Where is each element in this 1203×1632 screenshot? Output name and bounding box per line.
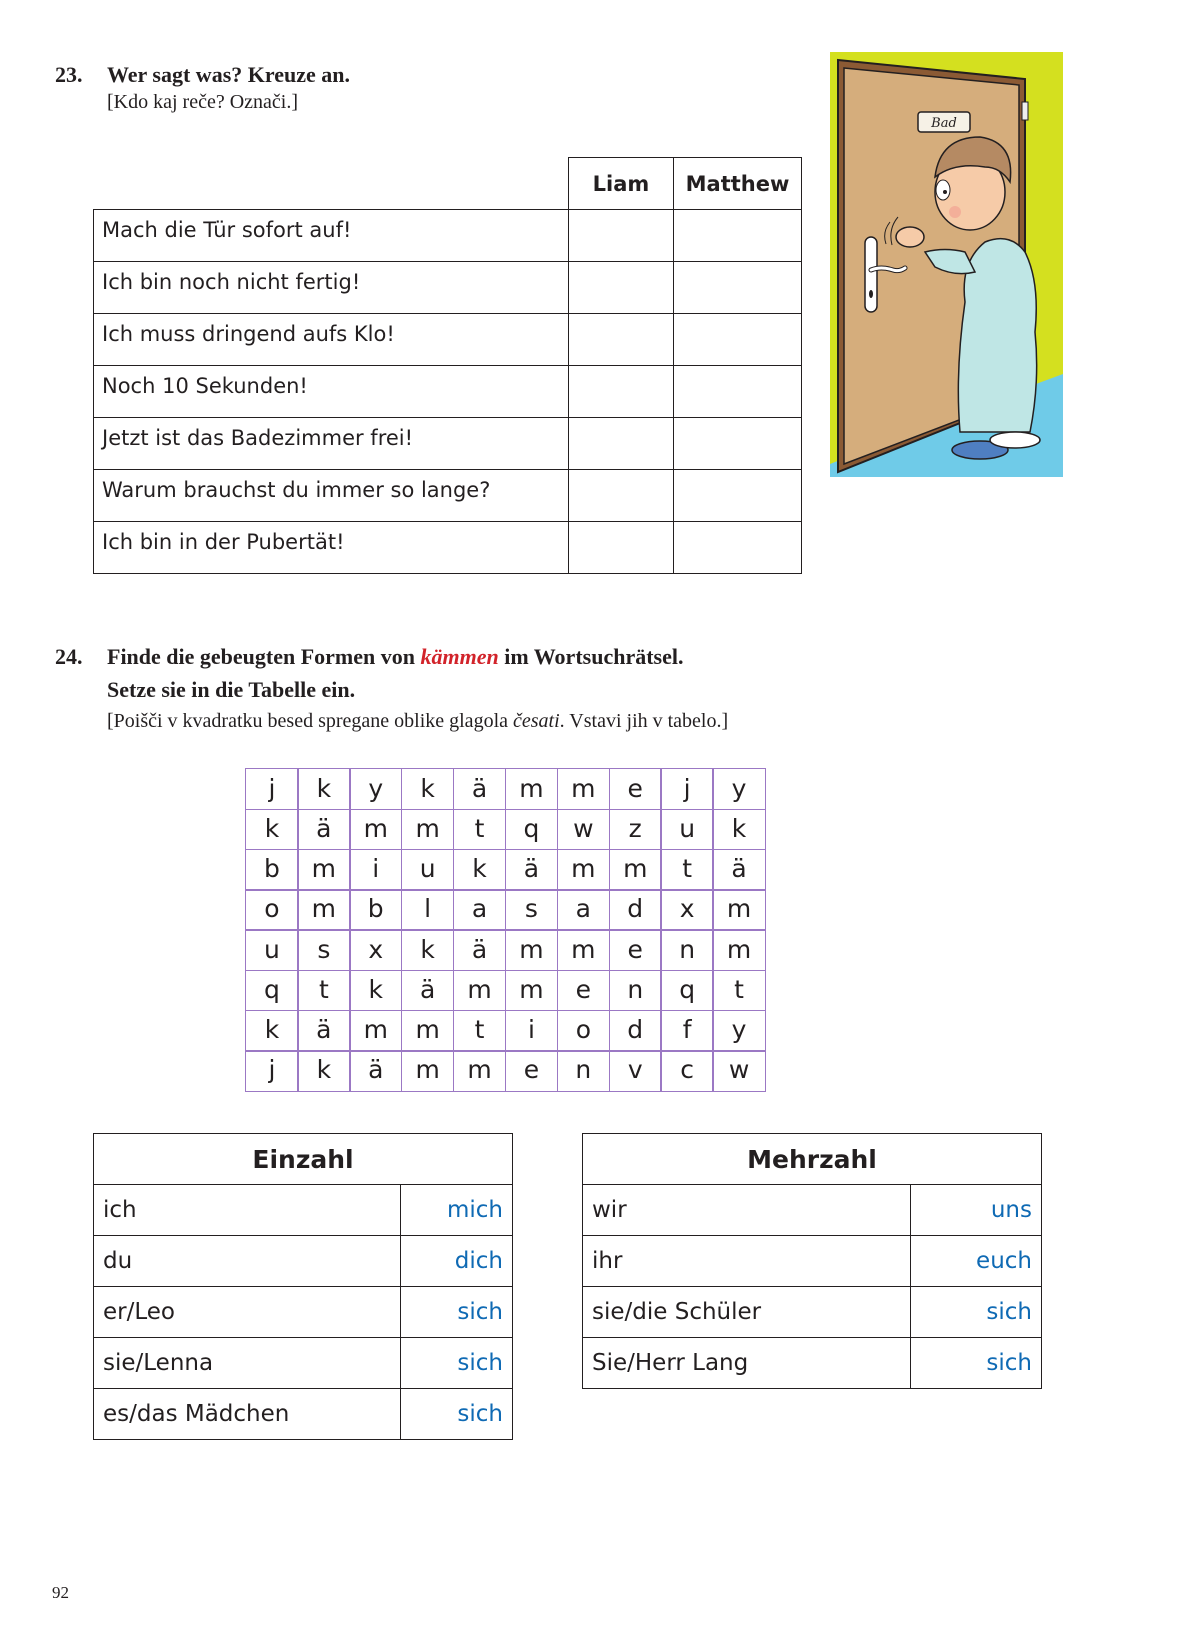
word-search-grid: [245, 768, 766, 1092]
pronoun-cell: ich: [94, 1185, 401, 1236]
table-header-row: [94, 158, 802, 210]
column-header-matthew: Matthew: [674, 158, 802, 210]
statement-cell: Jetzt ist das Badezimmer frei!: [94, 418, 569, 470]
grid-letter-cell[interactable]: m: [505, 929, 558, 971]
grid-letter-cell[interactable]: ä: [401, 970, 454, 1012]
reflexive-answer-cell[interactable]: dich: [400, 1236, 512, 1287]
pronoun-cell: sie/die Schüler: [583, 1287, 911, 1338]
table-row: [94, 262, 802, 314]
grid-letter-cell[interactable]: l: [401, 889, 454, 931]
liam-checkbox-cell[interactable]: [569, 366, 674, 418]
grid-letter-cell[interactable]: j: [245, 1050, 298, 1092]
grid-letter-cell[interactable]: d: [609, 1010, 662, 1052]
grid-letter-cell[interactable]: m: [557, 849, 610, 891]
grid-letter-cell[interactable]: m: [401, 1010, 454, 1052]
matthew-checkbox-cell[interactable]: [674, 262, 802, 314]
svg-text:Bad: Bad: [931, 116, 957, 131]
grid-letter-cell[interactable]: ä: [349, 1050, 402, 1092]
liam-checkbox-cell[interactable]: [569, 314, 674, 366]
grid-letter-cell[interactable]: u: [245, 929, 298, 971]
grid-letter-cell[interactable]: k: [245, 809, 298, 851]
liam-checkbox-cell[interactable]: [569, 418, 674, 470]
table-row: [583, 1287, 1042, 1338]
grid-letter-cell[interactable]: b: [245, 849, 298, 891]
grid-letter-cell[interactable]: ä: [453, 768, 506, 810]
mehrzahl-table: [582, 1133, 1042, 1389]
grid-letter-cell[interactable]: k: [401, 929, 454, 971]
grid-letter-cell[interactable]: m: [401, 1050, 454, 1092]
table-row: [94, 470, 802, 522]
einzahl-table: [93, 1133, 513, 1440]
pronoun-cell: es/das Mädchen: [94, 1389, 401, 1440]
grid-letter-cell[interactable]: t: [297, 970, 350, 1012]
grid-letter-cell[interactable]: ä: [712, 849, 765, 891]
reflexive-answer-cell[interactable]: mich: [400, 1185, 512, 1236]
einzahl-header: Einzahl: [94, 1134, 513, 1185]
grid-letter-cell[interactable]: q: [505, 809, 558, 851]
table-row: [94, 1236, 513, 1287]
reflexive-answer-cell[interactable]: sich: [911, 1338, 1042, 1389]
statement-cell: Ich bin in der Pubertät!: [94, 522, 569, 574]
grid-letter-cell[interactable]: n: [557, 1050, 610, 1092]
grid-letter-cell[interactable]: u: [401, 849, 454, 891]
matthew-checkbox-cell[interactable]: [674, 418, 802, 470]
exercise-number: 23.: [55, 62, 83, 87]
table-row: [583, 1338, 1042, 1389]
pronoun-cell: du: [94, 1236, 401, 1287]
grid-letter-cell[interactable]: j: [245, 768, 298, 810]
grid-letter-cell[interactable]: m: [453, 1050, 506, 1092]
grid-letter-cell[interactable]: w: [712, 1050, 765, 1092]
grid-letter-cell[interactable]: z: [609, 809, 662, 851]
grid-letter-cell[interactable]: m: [557, 929, 610, 971]
grid-letter-cell[interactable]: s: [297, 929, 350, 971]
grid-letter-cell[interactable]: e: [557, 970, 610, 1012]
table-row: [94, 1338, 513, 1389]
grid-letter-cell[interactable]: w: [557, 809, 610, 851]
table-row: [94, 210, 802, 262]
grid-letter-cell[interactable]: m: [297, 849, 350, 891]
table-row: [94, 366, 802, 418]
grid-letter-cell[interactable]: q: [245, 970, 298, 1012]
grid-letter-cell[interactable]: d: [609, 889, 662, 931]
grid-letter-cell[interactable]: ä: [297, 809, 350, 851]
grid-letter-cell[interactable]: k: [712, 809, 765, 851]
liam-checkbox-cell[interactable]: [569, 522, 674, 574]
grid-letter-cell[interactable]: b: [349, 889, 402, 931]
grid-letter-cell[interactable]: m: [349, 1010, 402, 1052]
grid-letter-cell[interactable]: i: [505, 1010, 558, 1052]
reflexive-answer-cell[interactable]: sich: [400, 1389, 512, 1440]
grid-letter-cell[interactable]: t: [712, 970, 765, 1012]
statement-cell: Mach die Tür sofort auf!: [94, 210, 569, 262]
matthew-checkbox-cell[interactable]: [674, 314, 802, 366]
grid-letter-cell[interactable]: m: [712, 889, 765, 931]
grid-letter-cell[interactable]: m: [505, 768, 558, 810]
pronoun-cell: Sie/Herr Lang: [583, 1338, 911, 1389]
reflexive-answer-cell[interactable]: sich: [400, 1338, 512, 1389]
grid-letter-cell[interactable]: k: [297, 1050, 350, 1092]
grid-letter-cell[interactable]: y: [712, 1010, 765, 1052]
statement-cell: Ich muss dringend aufs Klo!: [94, 314, 569, 366]
grid-letter-cell[interactable]: i: [349, 849, 402, 891]
grid-letter-cell[interactable]: x: [349, 929, 402, 971]
reflexive-answer-cell[interactable]: sich: [911, 1287, 1042, 1338]
table-row: [94, 522, 802, 574]
grid-letter-cell[interactable]: e: [505, 1050, 558, 1092]
page-number: 92: [52, 1583, 69, 1602]
table-row: [94, 418, 802, 470]
grid-letter-cell[interactable]: e: [609, 768, 662, 810]
grid-letter-cell[interactable]: k: [401, 768, 454, 810]
grid-letter-cell[interactable]: y: [712, 768, 765, 810]
grid-letter-cell[interactable]: s: [505, 889, 558, 931]
exercise-23-heading: [55, 58, 350, 117]
who-says-what-table: [93, 157, 802, 574]
grid-letter-cell[interactable]: m: [349, 809, 402, 851]
matthew-checkbox-cell[interactable]: [674, 210, 802, 262]
grid-letter-cell[interactable]: m: [712, 929, 765, 971]
grid-letter-cell[interactable]: e: [609, 929, 662, 971]
grid-letter-cell[interactable]: f: [660, 1010, 713, 1052]
grid-letter-cell[interactable]: j: [660, 768, 713, 810]
matthew-checkbox-cell[interactable]: [674, 522, 802, 574]
grid-letter-cell[interactable]: k: [453, 849, 506, 891]
statement-cell: Ich bin noch nicht fertig!: [94, 262, 569, 314]
empty-corner-cell: [94, 158, 569, 210]
grid-letter-cell[interactable]: t: [453, 1010, 506, 1052]
grid-letter-cell[interactable]: y: [349, 768, 402, 810]
grid-letter-cell[interactable]: u: [660, 809, 713, 851]
table-row: [583, 1185, 1042, 1236]
liam-checkbox-cell[interactable]: [569, 262, 674, 314]
liam-checkbox-cell[interactable]: [569, 470, 674, 522]
exercise-24-title: 24. Finde die gebeugten Formen von kämmen im Wortsuchrätsel.: [55, 640, 728, 673]
exercise-23-translation: [Kdo kaj reče? Označi.]: [107, 91, 298, 113]
liam-checkbox-cell[interactable]: [569, 210, 674, 262]
grid-letter-cell[interactable]: m: [505, 970, 558, 1012]
grid-letter-cell[interactable]: ä: [297, 1010, 350, 1052]
column-header-liam: Liam: [569, 158, 674, 210]
grid-letter-cell[interactable]: m: [453, 970, 506, 1012]
exercise-24-title-line2: Setze sie in die Tabelle ein.: [107, 677, 356, 702]
exercise-number: 24.: [55, 644, 83, 669]
pronoun-cell: wir: [583, 1185, 911, 1236]
exercise-24-heading: [55, 640, 728, 736]
matthew-checkbox-cell[interactable]: [674, 366, 802, 418]
grid-letter-cell[interactable]: m: [609, 849, 662, 891]
reflexive-answer-cell[interactable]: sich: [400, 1287, 512, 1338]
pronoun-cell: ihr: [583, 1236, 911, 1287]
grid-letter-cell[interactable]: k: [349, 970, 402, 1012]
grid-letter-cell[interactable]: n: [609, 970, 662, 1012]
grid-letter-cell[interactable]: x: [660, 889, 713, 931]
grid-letter-cell[interactable]: o: [557, 1010, 610, 1052]
highlighted-verb: kämmen: [420, 644, 499, 669]
table-row: [94, 1287, 513, 1338]
mehrzahl-header: Mehrzahl: [583, 1134, 1042, 1185]
grid-letter-cell[interactable]: q: [660, 970, 713, 1012]
grid-letter-cell[interactable]: m: [557, 768, 610, 810]
grid-letter-cell[interactable]: a: [453, 889, 506, 931]
grid-letter-cell[interactable]: k: [297, 768, 350, 810]
statement-cell: Warum brauchst du immer so lange?: [94, 470, 569, 522]
table-row: [94, 314, 802, 366]
bathroom-door-illustration: [830, 52, 1063, 477]
grid-letter-cell[interactable]: ä: [453, 929, 506, 971]
exercise-23-title: 23. Wer sagt was? Kreuze an.: [55, 58, 350, 91]
reflexive-answer-cell[interactable]: uns: [911, 1185, 1042, 1236]
pronoun-cell: sie/Lenna: [94, 1338, 401, 1389]
table-row: [94, 1389, 513, 1440]
table-row: [583, 1236, 1042, 1287]
grid-letter-cell[interactable]: ä: [505, 849, 558, 891]
grid-letter-cell[interactable]: o: [245, 889, 298, 931]
pronoun-cell: er/Leo: [94, 1287, 401, 1338]
reflexive-answer-cell[interactable]: euch: [911, 1236, 1042, 1287]
grid-letter-cell[interactable]: a: [557, 889, 610, 931]
grid-letter-cell[interactable]: c: [660, 1050, 713, 1092]
grid-letter-cell[interactable]: t: [453, 809, 506, 851]
exercise-24-translation: [Poišči v kvadratku besed spregane oblike glagola česati. Vstavi jih v tabelo.]: [107, 710, 729, 732]
table-row: [94, 1185, 513, 1236]
grid-letter-cell[interactable]: m: [401, 809, 454, 851]
grid-letter-cell[interactable]: n: [660, 929, 713, 971]
grid-letter-cell[interactable]: t: [660, 849, 713, 891]
grid-letter-cell[interactable]: m: [297, 889, 350, 931]
grid-letter-cell[interactable]: v: [609, 1050, 662, 1092]
boy-knocking-door-icon: [830, 52, 1063, 477]
statement-cell: Noch 10 Sekunden!: [94, 366, 569, 418]
grid-letter-cell[interactable]: k: [245, 1010, 298, 1052]
matthew-checkbox-cell[interactable]: [674, 470, 802, 522]
